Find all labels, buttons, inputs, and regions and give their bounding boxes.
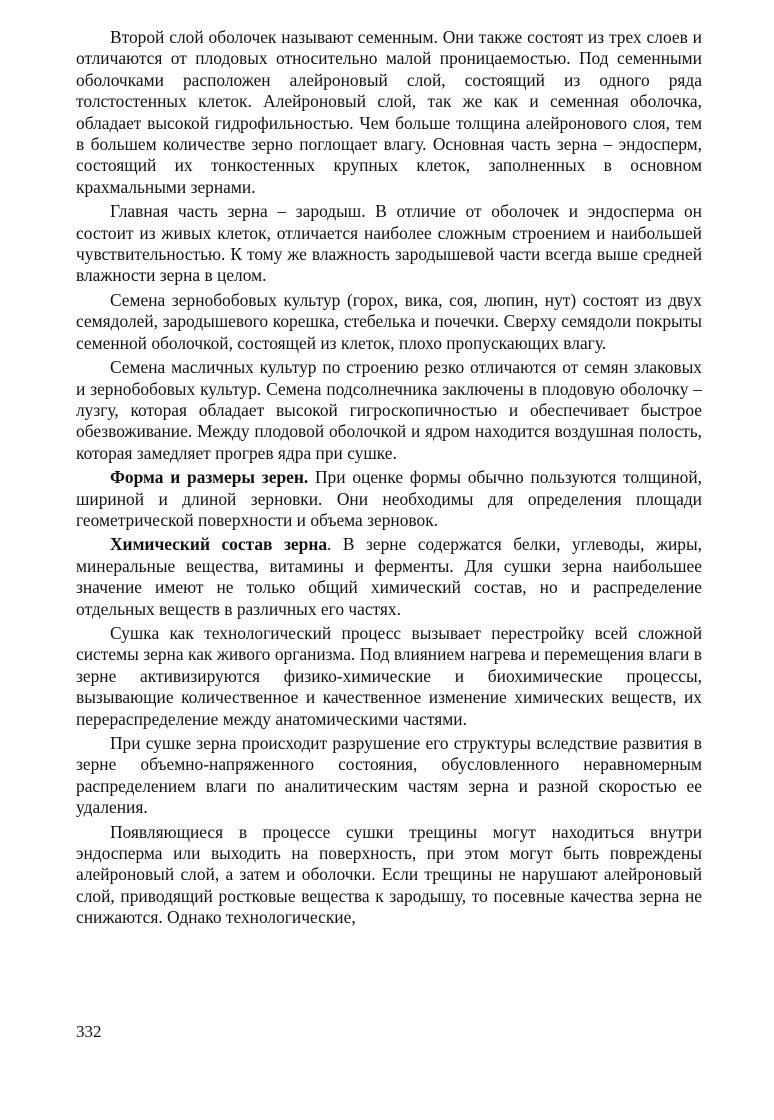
paragraph-structure-damage [76,733,702,819]
page-body [76,27,702,932]
paragraph-seed-coat [76,27,702,198]
paragraph-text: Сушка как технологический процесс вызывает перестройку всей сложной системы зерна как живого организма. Под влиянием нагрева и перемещения влаги в зерне активизируются физико-химические и биохимические процессы, вызывающие количественное и качественное изменение химических веществ, их перераспределение между анатомическими частями. [76,622,702,729]
page-number: 332 [76,1022,102,1041]
paragraph-text: Семена зернобобовых культур (горох, вика, соя, люпин, нут) состоят из двух семядолей, зародышевого корешка, стебелька и почечки. Сверху семядоли покрыты семенной оболочкой, состоящей из клеток, плохо пропускающих влагу. [76,289,702,353]
paragraph-text: Семена масличных культур по строению резко отличаются от семян злаковых и зернобобовых культур. Семена подсолнечника заключены в плодовую оболочку – лузгу, которая обладает высокой гигроскопичностью и обеспечивает быстрое обезвоживание. Между плодовой оболочкой и ядром находится воздушная полость, которая замедляет прогрев ядра при сушке. [76,357,702,463]
paragraph-text: Главная часть зерна – зародыш. В отличие от оболочек и эндосперма он состоит из живых клеток, отличается наиболее сложным строением и наибольшей чувствительностью. К тому же влажность зародышевой части всегда выше средней влажности зерна в целом. [76,201,702,286]
paragraph-germ [76,201,702,287]
paragraph-oilseeds [76,357,702,464]
paragraph-heading: Химический состав зерна [110,534,328,555]
paragraph-shape-size [76,467,702,531]
paragraph-text: При оценке формы обычно пользуются толщиной, шириной и длиной зерновки. Они необходимы для определения площади геометрической поверхности и объема зерновок. [76,467,702,530]
paragraph-legumes [76,290,702,354]
paragraph-text: Второй слой оболочек называют семенным. Они также состоят из трех слоев и отличаются от плодовых относительно малой проницаемостью. Под семенными оболочками расположен алейроновый слой, состоящий из одного ряда толстостенных клеток. Алейроновый слой, так же как и семенная оболочка, обладает высокой гидрофильностью. Чем больше толщина алейронового слоя, тем в большем количестве зерно поглощает влагу. Основная часть зерна – эндосперм, состоящий их тонкостенных крупных клеток, заполненных в основном крахмальными зернами. [76,27,702,197]
paragraph-text: Появляющиеся в процессе сушки трещины могут находиться внутри эндосперма или выходить на поверхность, при этом могут быть повреждены алейроновый слой, а затем и оболочки. Если трещины не нарушают алейроновый слой, приводящий ростковые вещества к зародышу, то посевные качества зерна не снижаются. Однако технологические, [76,821,702,928]
paragraph-text: . В зерне содержатся белки, углеводы, жиры, минеральные вещества, витамины и ферменты. Для сушки зерна наибольшее значение имеют не только общий химический состав, но и распределение отдельных веществ в различных его частях. [76,534,702,619]
paragraph-drying-process [76,623,702,730]
paragraph-cracks [76,822,702,929]
paragraph-chemical-composition [76,534,702,620]
paragraph-heading: Форма и размеры зерен. [110,467,309,488]
paragraph-text: При сушке зерна происходит разрушение его структуры вследствие развития в зерне объемно-напряженного состояния, обусловленного неравномерным распределением влаги по аналитическим частям зерна и разной скоростью ее удаления. [76,733,702,818]
